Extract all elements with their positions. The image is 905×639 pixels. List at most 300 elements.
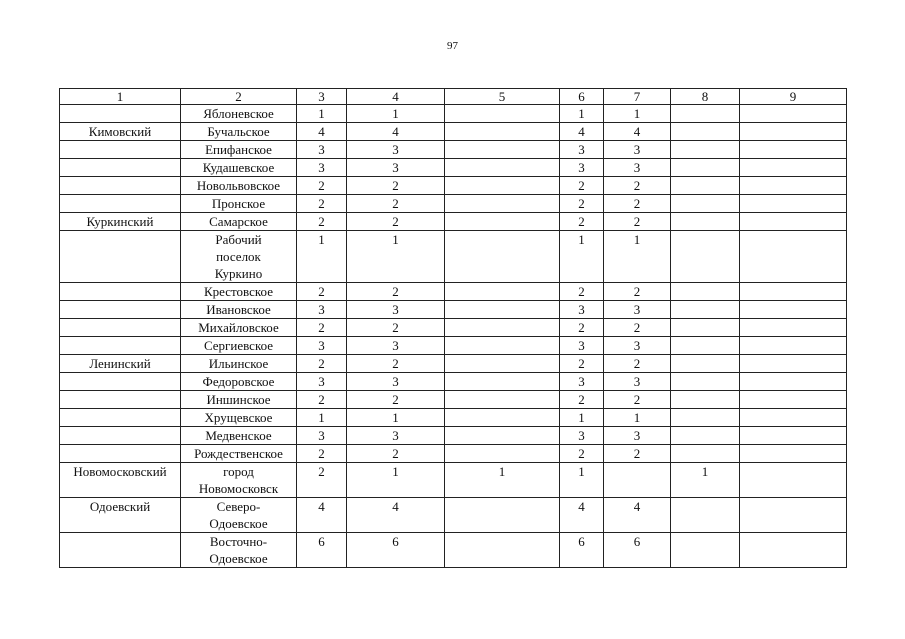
value-cell xyxy=(347,195,445,213)
settlement-cell xyxy=(181,141,297,159)
value-cell xyxy=(671,213,740,231)
cell-text: Яблоневское xyxy=(203,106,274,121)
district-cell xyxy=(60,177,181,195)
value-cell xyxy=(740,533,847,568)
value-cell xyxy=(671,463,740,498)
cell-text: Самарское xyxy=(209,214,268,229)
value-cell xyxy=(740,177,847,195)
cell-text: 2 xyxy=(633,196,641,211)
cell-text: Одоевский xyxy=(89,499,151,514)
value-cell xyxy=(740,373,847,391)
settlement-cell xyxy=(181,498,297,533)
value-cell xyxy=(445,105,560,123)
value-cell xyxy=(604,105,671,123)
settlement-cell xyxy=(181,177,297,195)
table-row xyxy=(60,498,847,533)
district-cell xyxy=(60,391,181,409)
cell-text: город Новомосковск xyxy=(198,464,279,496)
value-cell xyxy=(347,498,445,533)
value-cell xyxy=(740,409,847,427)
table-row xyxy=(60,355,847,373)
cell-text: 3 xyxy=(392,302,399,317)
table-row xyxy=(60,445,847,463)
cell-text: 2 xyxy=(633,320,641,335)
table-row xyxy=(60,177,847,195)
value-cell xyxy=(347,445,445,463)
cell-text: 6 xyxy=(318,534,325,549)
value-cell xyxy=(560,195,604,213)
value-cell xyxy=(604,498,671,533)
value-cell xyxy=(671,195,740,213)
value-cell xyxy=(347,301,445,319)
value-cell xyxy=(604,231,671,283)
value-cell xyxy=(445,141,560,159)
district-cell xyxy=(60,533,181,568)
cell-text: 4 xyxy=(633,499,641,514)
value-cell xyxy=(560,409,604,427)
value-cell xyxy=(347,409,445,427)
cell-text: Рождественское xyxy=(194,446,283,461)
value-cell xyxy=(560,283,604,301)
value-cell xyxy=(560,445,604,463)
settlement-cell xyxy=(181,319,297,337)
column-header: 2 xyxy=(181,89,297,105)
value-cell xyxy=(297,301,347,319)
value-cell xyxy=(740,301,847,319)
cell-text: 2 xyxy=(318,320,325,335)
district-cell xyxy=(60,445,181,463)
value-cell xyxy=(740,105,847,123)
column-header: 3 xyxy=(297,89,347,105)
value-cell xyxy=(671,445,740,463)
settlement-cell xyxy=(181,159,297,177)
value-cell xyxy=(604,141,671,159)
cell-text: 3 xyxy=(633,302,641,317)
cell-text: Крестовское xyxy=(204,284,273,299)
value-cell xyxy=(560,159,604,177)
value-cell xyxy=(297,409,347,427)
cell-text: 1 xyxy=(578,232,585,247)
value-cell xyxy=(297,445,347,463)
cell-text: 1 xyxy=(633,106,641,121)
value-cell xyxy=(560,105,604,123)
value-cell xyxy=(297,427,347,445)
cell-text: Куркинский xyxy=(86,214,154,229)
column-header: 9 xyxy=(740,89,847,105)
table-row xyxy=(60,337,847,355)
district-cell xyxy=(60,159,181,177)
cell-text: 6 xyxy=(633,534,641,549)
cell-text: 2 xyxy=(633,284,641,299)
cell-text: 3 xyxy=(578,428,585,443)
table-row xyxy=(60,231,847,283)
value-cell xyxy=(297,159,347,177)
cell-text: Федоровское xyxy=(202,374,275,389)
value-cell xyxy=(671,373,740,391)
settlement-cell xyxy=(181,373,297,391)
settlement-cell xyxy=(181,123,297,141)
value-cell xyxy=(445,337,560,355)
cell-text: 3 xyxy=(633,338,641,353)
cell-text: 2 xyxy=(578,392,585,407)
cell-text: 2 xyxy=(633,178,641,193)
value-cell xyxy=(604,177,671,195)
value-cell xyxy=(671,533,740,568)
settlement-cell xyxy=(181,231,297,283)
table-row xyxy=(60,533,847,568)
settlement-cell xyxy=(181,213,297,231)
value-cell xyxy=(347,355,445,373)
value-cell xyxy=(445,463,560,498)
table-row xyxy=(60,427,847,445)
value-cell xyxy=(671,123,740,141)
cell-text: 2 xyxy=(392,196,399,211)
value-cell xyxy=(560,355,604,373)
value-cell xyxy=(297,319,347,337)
value-cell xyxy=(560,319,604,337)
cell-text: Иншинское xyxy=(206,392,271,407)
value-cell xyxy=(297,355,347,373)
value-cell xyxy=(604,283,671,301)
settlement-cell xyxy=(181,533,297,568)
cell-text: 2 xyxy=(392,178,399,193)
district-cell xyxy=(60,283,181,301)
value-cell xyxy=(347,283,445,301)
cell-text: 2 xyxy=(392,356,399,371)
value-cell xyxy=(671,391,740,409)
cell-text: 2 xyxy=(318,464,325,479)
cell-text: 2 xyxy=(578,214,585,229)
district-cell xyxy=(60,105,181,123)
value-cell xyxy=(347,337,445,355)
value-cell xyxy=(347,231,445,283)
value-cell xyxy=(347,213,445,231)
value-cell xyxy=(297,123,347,141)
value-cell xyxy=(297,213,347,231)
value-cell xyxy=(604,337,671,355)
table-row xyxy=(60,213,847,231)
value-cell xyxy=(671,337,740,355)
value-cell xyxy=(671,231,740,283)
value-cell xyxy=(560,533,604,568)
column-header: 8 xyxy=(671,89,740,105)
cell-text: 3 xyxy=(633,428,641,443)
value-cell xyxy=(740,141,847,159)
cell-text: 3 xyxy=(392,374,399,389)
cell-text: 2 xyxy=(578,320,585,335)
value-cell xyxy=(347,177,445,195)
settlement-cell xyxy=(181,283,297,301)
cell-text: 1 xyxy=(318,232,325,247)
district-cell xyxy=(60,337,181,355)
value-cell xyxy=(297,177,347,195)
table-row xyxy=(60,283,847,301)
value-cell xyxy=(671,498,740,533)
cell-text: Пронское xyxy=(211,196,266,211)
column-header: 1 xyxy=(60,89,181,105)
cell-text: Кудашевское xyxy=(202,160,275,175)
settlement-cell xyxy=(181,195,297,213)
column-header: 4 xyxy=(347,89,445,105)
cell-text: 1 xyxy=(392,410,399,425)
cell-text: 1 xyxy=(392,232,399,247)
cell-text: 6 xyxy=(578,534,585,549)
cell-text: 3 xyxy=(318,160,325,175)
value-cell xyxy=(297,391,347,409)
value-cell xyxy=(560,177,604,195)
table-header-row xyxy=(60,89,847,105)
cell-text: 4 xyxy=(392,124,399,139)
data-table xyxy=(59,88,847,568)
cell-text: 1 xyxy=(578,410,585,425)
value-cell xyxy=(604,391,671,409)
cell-text: 2 xyxy=(318,392,325,407)
cell-text: 2 xyxy=(318,178,325,193)
cell-text: 2 xyxy=(633,214,641,229)
value-cell xyxy=(445,231,560,283)
cell-text: 2 xyxy=(633,392,641,407)
cell-text: 2 xyxy=(392,320,399,335)
district-cell xyxy=(60,213,181,231)
value-cell xyxy=(671,301,740,319)
value-cell xyxy=(740,195,847,213)
value-cell xyxy=(445,498,560,533)
table-row xyxy=(60,409,847,427)
value-cell xyxy=(671,427,740,445)
district-cell xyxy=(60,409,181,427)
settlement-cell xyxy=(181,391,297,409)
table-row xyxy=(60,301,847,319)
cell-text: 1 xyxy=(392,464,399,479)
settlement-cell xyxy=(181,445,297,463)
cell-text: 3 xyxy=(578,374,585,389)
cell-text: 1 xyxy=(498,464,506,479)
district-cell xyxy=(60,427,181,445)
cell-text: 1 xyxy=(633,232,641,247)
value-cell xyxy=(560,123,604,141)
cell-text: 2 xyxy=(578,196,585,211)
value-cell xyxy=(297,533,347,568)
cell-text: 1 xyxy=(318,410,325,425)
cell-text: 4 xyxy=(578,499,585,514)
cell-text: Ленинский xyxy=(89,356,151,371)
value-cell xyxy=(297,105,347,123)
value-cell xyxy=(297,141,347,159)
value-cell xyxy=(604,195,671,213)
cell-text: 3 xyxy=(318,142,325,157)
cell-text: 4 xyxy=(318,124,325,139)
value-cell xyxy=(671,409,740,427)
value-cell xyxy=(671,319,740,337)
value-cell xyxy=(740,355,847,373)
cell-text: 2 xyxy=(392,284,399,299)
cell-text: Хрущевское xyxy=(204,410,273,425)
value-cell xyxy=(740,445,847,463)
settlement-cell xyxy=(181,463,297,498)
cell-text: Рабочий поселок Куркино xyxy=(214,232,263,281)
cell-text: 2 xyxy=(578,284,585,299)
cell-text: 3 xyxy=(633,160,641,175)
value-cell xyxy=(445,533,560,568)
cell-text: 1 xyxy=(578,464,585,479)
value-cell xyxy=(347,427,445,445)
value-cell xyxy=(740,391,847,409)
district-cell xyxy=(60,301,181,319)
district-cell xyxy=(60,141,181,159)
district-cell xyxy=(60,373,181,391)
district-cell xyxy=(60,231,181,283)
value-cell xyxy=(297,337,347,355)
value-cell xyxy=(604,533,671,568)
cell-text: 6 xyxy=(392,534,399,549)
value-cell xyxy=(347,373,445,391)
cell-text: 3 xyxy=(392,142,399,157)
column-header: 6 xyxy=(560,89,604,105)
settlement-cell xyxy=(181,301,297,319)
value-cell xyxy=(740,427,847,445)
table-row xyxy=(60,391,847,409)
cell-text: 2 xyxy=(318,446,325,461)
value-cell xyxy=(740,159,847,177)
cell-text: 3 xyxy=(392,338,399,353)
settlement-cell xyxy=(181,409,297,427)
cell-text: 3 xyxy=(318,302,325,317)
table-row xyxy=(60,123,847,141)
value-cell xyxy=(740,319,847,337)
value-cell xyxy=(445,445,560,463)
cell-text: Северо- Одоевское xyxy=(209,499,268,531)
cell-text: 3 xyxy=(633,374,641,389)
cell-text: Ивановское xyxy=(206,302,271,317)
value-cell xyxy=(604,463,671,498)
value-cell xyxy=(445,123,560,141)
settlement-cell xyxy=(181,355,297,373)
value-cell xyxy=(445,213,560,231)
value-cell xyxy=(445,301,560,319)
settlement-cell xyxy=(181,337,297,355)
cell-text: 4 xyxy=(633,124,641,139)
cell-text: 2 xyxy=(578,356,585,371)
cell-text: Сергиевское xyxy=(203,338,274,353)
district-cell xyxy=(60,355,181,373)
value-cell xyxy=(560,301,604,319)
district-cell xyxy=(60,123,181,141)
value-cell xyxy=(347,123,445,141)
table-row xyxy=(60,195,847,213)
value-cell xyxy=(560,231,604,283)
value-cell xyxy=(671,355,740,373)
value-cell xyxy=(604,373,671,391)
cell-text: 3 xyxy=(578,142,585,157)
table-row xyxy=(60,105,847,123)
value-cell xyxy=(445,409,560,427)
value-cell xyxy=(604,409,671,427)
cell-text: Новольвовское xyxy=(196,178,281,193)
value-cell xyxy=(560,463,604,498)
value-cell xyxy=(347,141,445,159)
page-number: 97 xyxy=(447,40,458,52)
table-row xyxy=(60,463,847,498)
value-cell xyxy=(560,337,604,355)
cell-text: Епифанское xyxy=(205,142,272,157)
cell-text: 3 xyxy=(578,302,585,317)
value-cell xyxy=(740,213,847,231)
cell-text: 1 xyxy=(578,106,585,121)
column-header: 5 xyxy=(445,89,560,105)
cell-text: 1 xyxy=(318,106,325,121)
cell-text: Ильинское xyxy=(208,356,269,371)
cell-text: Медвенское xyxy=(205,428,272,443)
value-cell xyxy=(297,373,347,391)
value-cell xyxy=(671,283,740,301)
cell-text: 2 xyxy=(392,446,399,461)
value-cell xyxy=(445,373,560,391)
cell-text: 2 xyxy=(392,392,399,407)
column-header: 7 xyxy=(604,89,671,105)
value-cell xyxy=(671,105,740,123)
cell-text: 2 xyxy=(318,196,325,211)
table-row xyxy=(60,373,847,391)
cell-text: 3 xyxy=(392,428,399,443)
cell-text: 3 xyxy=(318,374,325,389)
value-cell xyxy=(740,463,847,498)
value-cell xyxy=(445,159,560,177)
table-row xyxy=(60,141,847,159)
value-cell xyxy=(560,141,604,159)
value-cell xyxy=(445,391,560,409)
value-cell xyxy=(445,319,560,337)
cell-text: 1 xyxy=(701,464,709,479)
value-cell xyxy=(297,231,347,283)
value-cell xyxy=(671,159,740,177)
value-cell xyxy=(297,283,347,301)
value-cell xyxy=(297,498,347,533)
value-cell xyxy=(347,463,445,498)
cell-text: 3 xyxy=(318,338,325,353)
cell-text: 1 xyxy=(633,410,641,425)
district-cell xyxy=(60,463,181,498)
value-cell xyxy=(604,445,671,463)
value-cell xyxy=(560,498,604,533)
district-cell xyxy=(60,498,181,533)
value-cell xyxy=(347,533,445,568)
settlement-cell xyxy=(181,427,297,445)
cell-text: 2 xyxy=(318,356,325,371)
value-cell xyxy=(604,301,671,319)
cell-text: 3 xyxy=(392,160,399,175)
cell-text: 2 xyxy=(633,356,641,371)
cell-text: 3 xyxy=(578,160,585,175)
value-cell xyxy=(347,105,445,123)
cell-text: Михайловское xyxy=(198,320,279,335)
value-cell xyxy=(604,355,671,373)
cell-text: 2 xyxy=(578,178,585,193)
value-cell xyxy=(604,319,671,337)
cell-text: 3 xyxy=(633,142,641,157)
value-cell xyxy=(671,177,740,195)
cell-text: Бучальское xyxy=(207,124,270,139)
cell-text: 3 xyxy=(318,428,325,443)
value-cell xyxy=(560,373,604,391)
cell-text: 4 xyxy=(578,124,585,139)
value-cell xyxy=(347,391,445,409)
value-cell xyxy=(560,427,604,445)
cell-text: 2 xyxy=(318,284,325,299)
value-cell xyxy=(297,463,347,498)
value-cell xyxy=(604,159,671,177)
cell-text: Кимовский xyxy=(88,124,152,139)
value-cell xyxy=(445,355,560,373)
